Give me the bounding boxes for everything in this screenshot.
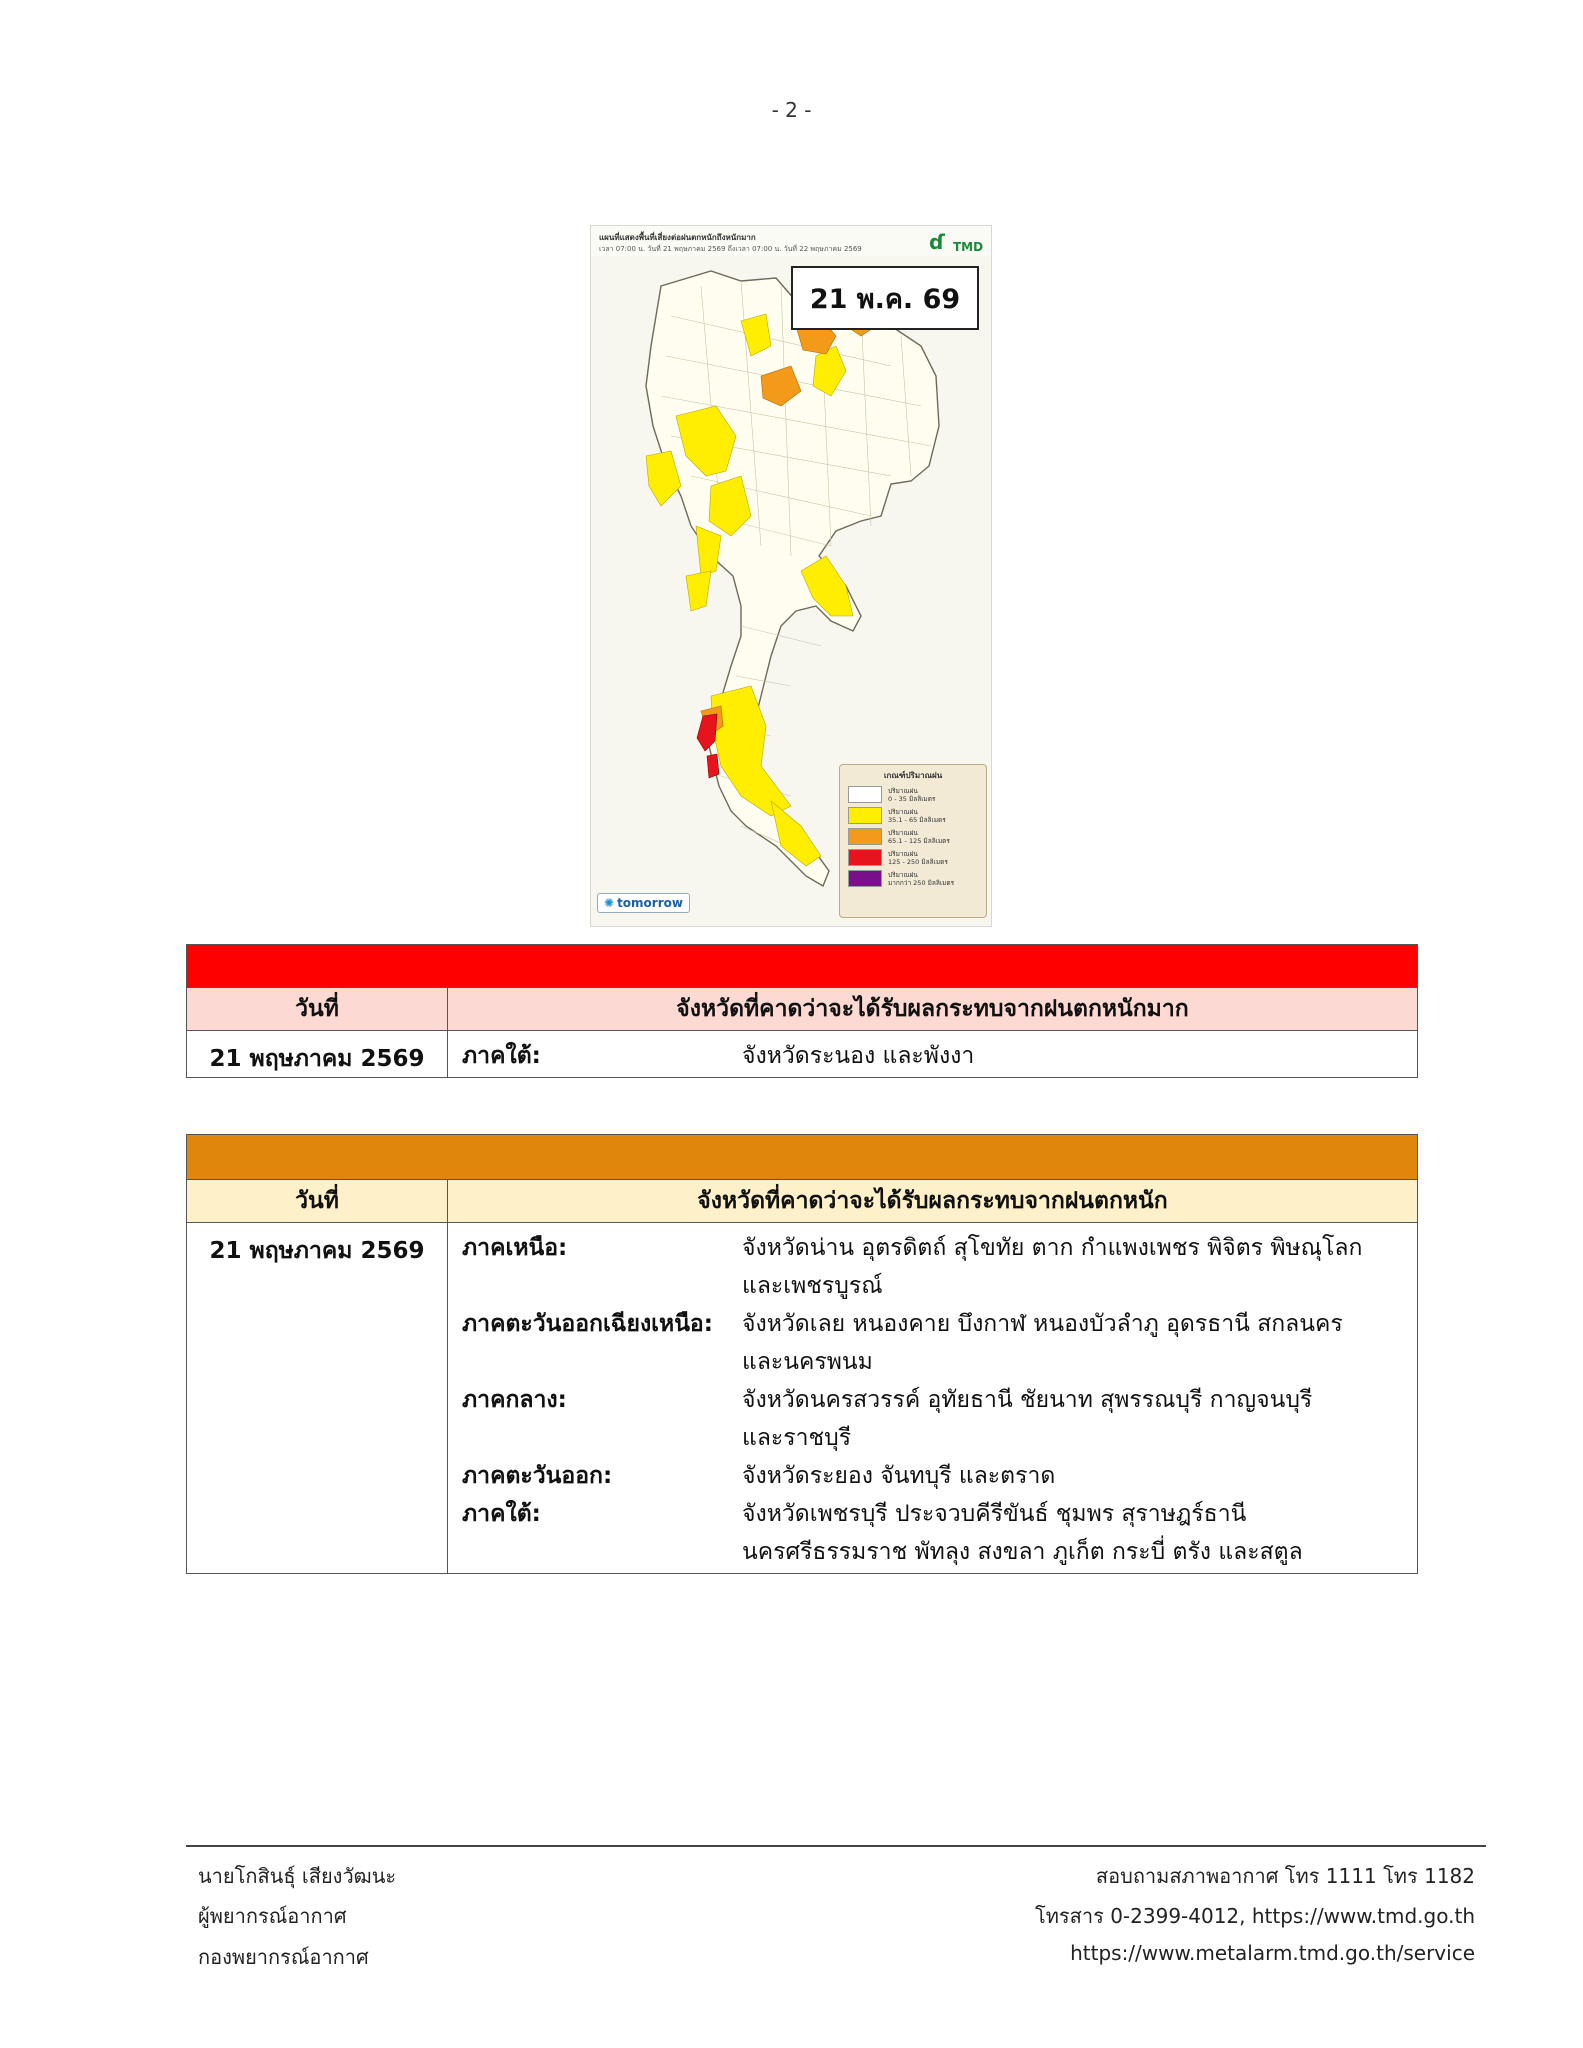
region-provinces-cont: และเพชรบูรณ์ [742, 1273, 883, 1299]
region-name: ภาคใต้: [462, 1043, 541, 1069]
legend-label: ปริมาณฝน [888, 828, 918, 837]
legend-range: มากกว่า 250 มิลลิเมตร [888, 878, 955, 887]
very-heavy-rain-color-bar [187, 945, 1418, 988]
footer-divider [186, 1845, 1486, 1847]
region-name: ภาคตะวันออก: [462, 1463, 613, 1489]
tomorrow-brand: tomorrow [617, 896, 683, 910]
region-name: ภาคกลาง: [462, 1387, 567, 1413]
df-logo-icon: ɗ [929, 230, 945, 254]
very-heavy-rain-table [186, 944, 1418, 1078]
forecaster-name: นายโกสินธุ์ เสียงวัฒนะ [198, 1864, 397, 1888]
legend-label: ปริมาณฝน [888, 870, 918, 879]
legend-range: 0 - 35 มิลลิเมตร [888, 794, 936, 803]
forecaster-title: ผู้พยากรณ์อากาศ [198, 1904, 347, 1928]
legend-swatch [848, 786, 882, 803]
region-row [462, 1381, 1403, 1457]
tmd-logo: TMD [953, 240, 984, 254]
region-provinces: จังหวัดน่าน อุตรดิตถ์ สุโขทัย ตาก กำแพงเพชร พิจิตร พิษณุโลก [742, 1235, 1363, 1261]
legend-swatch [848, 828, 882, 845]
legend-item [848, 849, 986, 866]
legend-swatch [848, 870, 882, 887]
region-name: ภาคเหนือ: [462, 1235, 568, 1261]
region-provinces: จังหวัดนครสวรรค์ อุทัยธานี ชัยนาท สุพรรณบุรี กาญจนบุรี [742, 1387, 1313, 1413]
legend-label: ปริมาณฝน [888, 849, 918, 858]
legend-label: ปริมาณฝน [888, 807, 918, 816]
region-row [462, 1495, 1403, 1571]
legend-title: เกณฑ์ปริมาณฝน [883, 771, 943, 780]
map-date-label: 21 พ.ค. 69 [791, 266, 979, 330]
legend-item [848, 828, 986, 845]
map-title: แผนที่แสดงพื้นที่เสี่ยงต่อฝนตกหนักถึงหนักมาก [599, 233, 756, 242]
provinces-column-header: จังหวัดที่คาดว่าจะได้รับผลกระทบจากฝนตกหนัก [448, 1180, 1418, 1223]
region-name: ภาคตะวันออกเฉียงเหนือ: [462, 1311, 713, 1337]
contact-phone: สอบถามสภาพอากาศ โทร 1111 โทร 1182 [1095, 1864, 1475, 1888]
map-legend [839, 764, 987, 918]
region-name: ภาคใต้: [462, 1501, 541, 1527]
date-column-header: วันที่ [187, 988, 448, 1031]
legend-range: 65.1 - 125 มิลลิเมตร [888, 836, 950, 845]
tomorrow-icon: ✺ [604, 896, 615, 910]
rainfall-risk-map [590, 225, 992, 927]
region-provinces: จังหวัดระยอง จันทบุรี และตราด [742, 1463, 1056, 1489]
contact-fax-website[interactable]: โทรสาร 0-2399-4012, https://www.tmd.go.th [1035, 1904, 1475, 1928]
legend-swatch [848, 807, 882, 824]
date-column-header: วันที่ [187, 1180, 448, 1223]
region-provinces-cont: และนครพนม [742, 1349, 873, 1375]
legend-range: 35.1 - 65 มิลลิเมตร [888, 815, 946, 824]
legend-item [848, 807, 986, 824]
forecast-date: 21 พฤษภาคม 2569 [187, 1223, 448, 1574]
legend-range: 125 - 250 มิลลิเมตร [888, 857, 948, 866]
legend-swatch [848, 849, 882, 866]
region-provinces-cont: นครศรีธรรมราช พัทลุง สงขลา ภูเก็ต กระบี่ ตรัง และสตูล [742, 1539, 1303, 1565]
region-row [462, 1305, 1403, 1381]
region-row [462, 1457, 1403, 1495]
region-row [462, 1037, 1403, 1075]
provinces-column-header: จังหวัดที่คาดว่าจะได้รับผลกระทบจากฝนตกหนักมาก [448, 988, 1418, 1031]
region-provinces: จังหวัดเลย หนองคาย บึงกาฬ หนองบัวลำภู อุดรธานี สกลนคร [742, 1311, 1343, 1337]
legend-label: ปริมาณฝน [888, 786, 918, 795]
legend-item [848, 870, 986, 887]
region-row [462, 1229, 1403, 1305]
metalarm-link[interactable]: https://www.metalarm.tmd.go.th/service [1070, 1941, 1475, 1965]
map-subtitle: เวลา 07:00 น. วันที่ 21 พฤษภาคม 2569 ถึงเวลา 07:00 น. วันที่ 22 พฤษภาคม 2569 [599, 245, 862, 253]
forecast-date: 21 พฤษภาคม 2569 [187, 1031, 448, 1078]
forecaster-division: กองพยากรณ์อากาศ [198, 1945, 369, 1969]
page-number: - 2 - [771, 98, 812, 122]
region-provinces-cont: และราชบุรี [742, 1425, 852, 1451]
heavy-rain-table [186, 1134, 1418, 1574]
affected-provinces-cell [448, 1031, 1418, 1078]
tomorrow-logo [597, 893, 690, 913]
region-provinces: จังหวัดเพชรบุรี ประจวบคีรีขันธ์ ชุมพร สุราษฎร์ธานี [742, 1501, 1247, 1527]
heavy-rain-color-bar [187, 1135, 1418, 1180]
region-provinces: จังหวัดระนอง และพังงา [742, 1043, 975, 1069]
legend-item [848, 786, 986, 803]
affected-provinces-cell [448, 1223, 1418, 1574]
